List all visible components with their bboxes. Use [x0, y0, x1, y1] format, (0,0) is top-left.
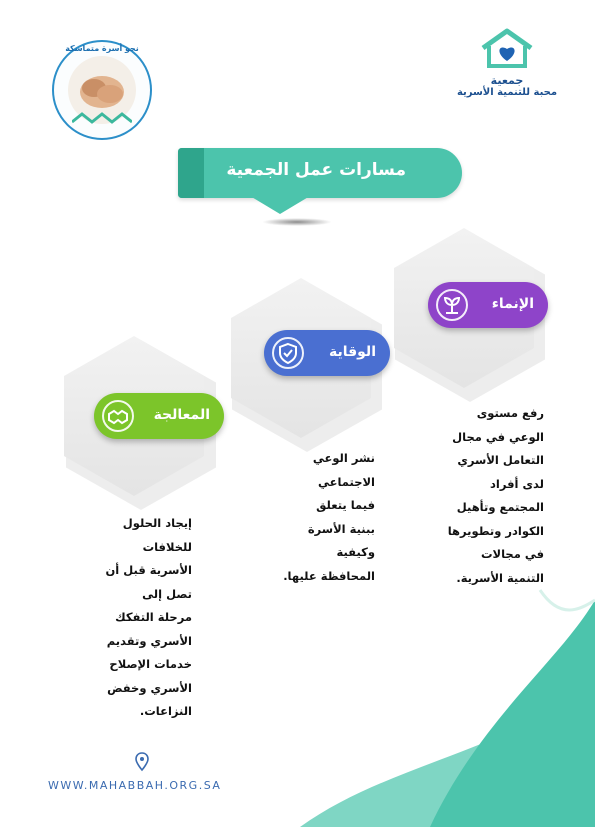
path-label-development: الإنماء	[491, 296, 534, 312]
title-ribbon	[178, 148, 462, 198]
seedling-icon	[436, 289, 468, 321]
handshake-icon	[102, 400, 134, 432]
house-heart-icon	[477, 28, 537, 68]
path-description-prevention: نشر الوعي الاجتماعي فيما يتعلق ببنية الأسرة وكيفية المحافظة عليها.	[283, 451, 375, 583]
badge-wave-icon	[72, 112, 132, 126]
badge-slogan: نحو أسرة متماسكة	[65, 44, 139, 53]
location-pin-icon	[135, 752, 149, 772]
website-link[interactable]: WWW.MAHABBAH.ORG.SA	[48, 779, 222, 792]
path-pill-development	[428, 282, 548, 328]
path-pill-treatment	[94, 393, 224, 439]
logo-line-2: محبة للتنمية الأسرية	[456, 87, 558, 98]
path-label-prevention: الوقاية	[328, 344, 376, 360]
logo-line-1: جمعية	[490, 74, 524, 87]
path-description-treatment: إيجاد الحلول للخلافات الأسرية قبل أن تصل إلى مرحلة التفكك الأسري وتقديم خدمات الإصلاح الأسري وخفض النزاعات.	[105, 516, 192, 718]
slogan-badge	[52, 40, 152, 140]
path-description-development: رفع مستوى الوعي في مجال التعامل الأسري لدى أفراد المجتمع وتأهيل الكوادر وتطويرها في مجالات التنمية الأسرية.	[447, 406, 544, 585]
organization-logo	[452, 28, 562, 108]
path-pill-prevention	[264, 330, 390, 376]
shield-check-icon	[272, 337, 304, 369]
page-title: مسارات عمل الجمعية	[226, 160, 406, 180]
ribbon-pointer	[250, 196, 310, 214]
path-label-treatment: المعالجة	[153, 407, 210, 423]
